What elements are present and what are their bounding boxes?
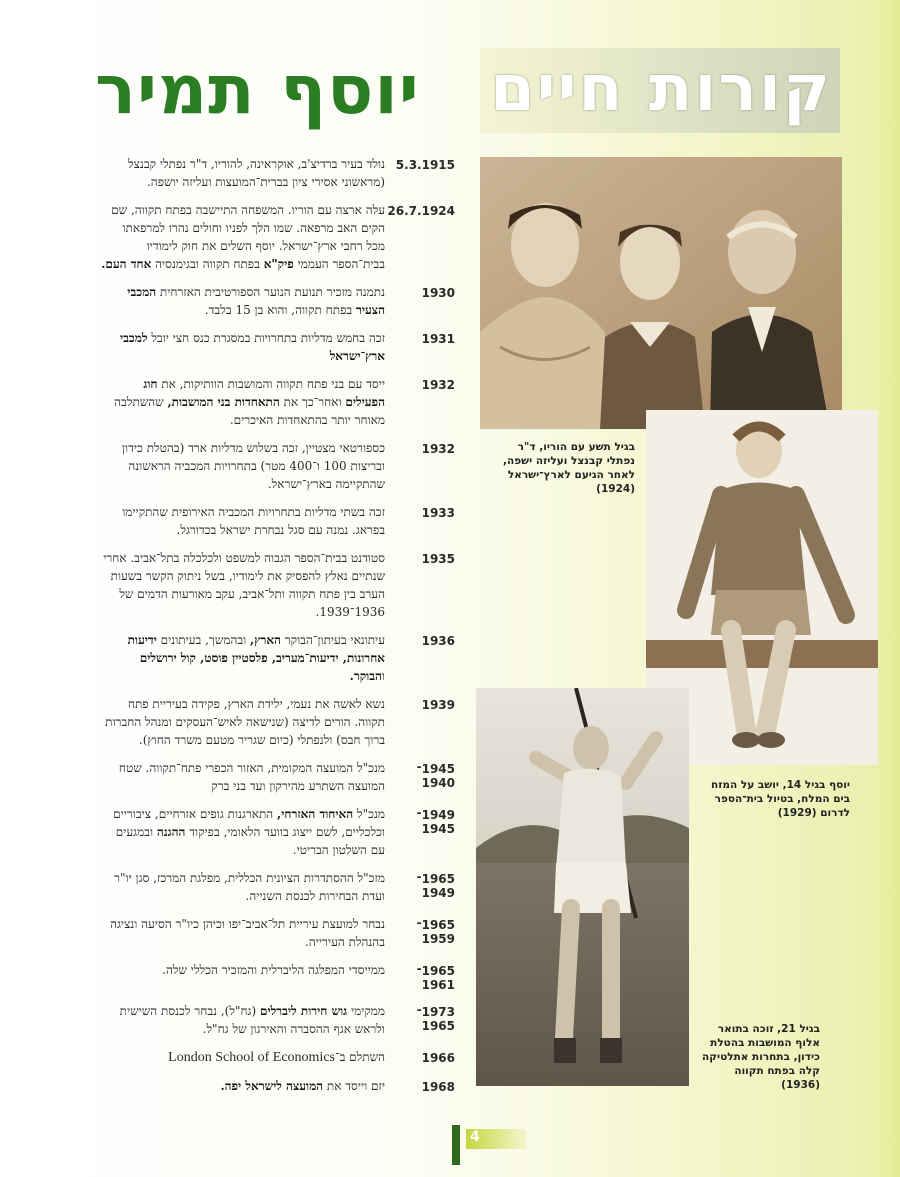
timeline-date: 1973־1965 [416, 1005, 455, 1033]
timeline-text-segment: נתמנה מזכיר תנועת הנוער הספורטיבית האזרחית [156, 285, 385, 299]
timeline-text-segment: מנכ"ל [353, 807, 385, 821]
timeline-date: 1931 [421, 332, 455, 346]
timeline-text-bold: ההגנה [156, 825, 186, 839]
timeline-date: 1966 [421, 1051, 455, 1065]
timeline-text-segment: ו [381, 669, 385, 683]
timeline-entry [95, 329, 455, 365]
timeline-text [95, 1048, 385, 1067]
timeline-text-segment: עלה ארצה עם הוריו. המשפחה התיישבה בפתח תקווה, שם הקים האב מרפאה. שמו הלך לפניו וחולים נהרו למרפאתו מכל רחבי ארץ־ישראל. יוסף השלים את חוק לימודיו בבית־הספר העממי [111, 203, 385, 271]
timeline-text-segment: שהשתלבה מאוחר יותר בהתאחדות האיכרים. [114, 395, 385, 427]
timeline-text-segment: סטודנט בבית־הספר הגבוה למשפט ולכלכלה בתל־אביב. אחרי שנתיים נאלץ להפסיק את לימודיו, בשל ניתוק הקשר בשעות הערב בין פתח תקווה ותל־אביב, עקב מאורעות הדמים של 1936־1939. [103, 551, 385, 619]
timeline-entry [95, 759, 455, 795]
timeline-text-bold: גוש חירות ליברלים [260, 1004, 348, 1018]
timeline-date: 1968 [421, 1080, 455, 1094]
timeline-text [95, 631, 385, 685]
timeline-entry [95, 961, 455, 992]
timeline-text [95, 283, 385, 319]
timeline-text-bold: הארץ, [250, 633, 281, 647]
timeline-text-segment: זכה בשתי מדליות בתחרויות המכביה האירופית שהתקיימו בפראג. נמנה עם סגל נבחרת ישראל בכדורגל. [122, 505, 385, 537]
timeline-entry [95, 631, 455, 685]
boy-pier-photo-caption: יוסף בגיל 14, יושב על המזח בים המלח, בטיול בית־הספר לדרום (1929) [711, 779, 850, 819]
timeline-text-bold: חוג הפעילים [143, 377, 385, 409]
title-faded-text: קורות חיים [490, 52, 832, 126]
timeline-text-bold: האיחוד האזרחי, [277, 807, 354, 821]
timeline-entry [95, 549, 455, 621]
timeline-text [95, 329, 385, 365]
timeline-date: 1936 [421, 634, 455, 648]
family-photo-caption: בגיל תשע עם הוריו, ד"ר נפתלי קבנצל ועליזה ישפה, לאחר הגיעם לארץ־ישראל (1924) [503, 441, 635, 495]
timeline-entry [95, 1048, 455, 1067]
timeline-date: 1965־1959 [416, 918, 455, 946]
timeline-date: 26.7.1924 [387, 204, 455, 218]
timeline-text-bold: המועצה לישראל יפה. [220, 1079, 324, 1093]
timeline-entry [95, 439, 455, 493]
athlete-photo [476, 688, 689, 1086]
page-number-block [452, 1125, 502, 1165]
timeline-text-bold: ידיעות אחרונות, ידיעות־מעריב, פלסטיין פוסט, קול ירושלים [127, 633, 385, 665]
timeline-date: 1932 [421, 442, 455, 456]
timeline-entry [95, 1077, 455, 1095]
timeline-text [95, 759, 385, 795]
timeline-text-bold: פיק"א [263, 257, 294, 271]
timeline-entry [95, 1002, 455, 1038]
timeline-text-segment: נולד בעיר ברדיצ'ב, אוקראינה, להוריו, ד"ר נפתלי קבנצל (מראשוני אסירי ציון בברית־המועצות ועליזה יושפה. [128, 157, 385, 189]
timeline-text [95, 869, 385, 905]
timeline-text-segment: ממייסדי המפלגה הליברלית והמזכיר הכללי שלה. [162, 963, 385, 977]
timeline-entry [95, 695, 455, 749]
timeline-text [95, 201, 385, 273]
timeline-date: 1935 [421, 552, 455, 566]
timeline-date: 1933 [421, 506, 455, 520]
timeline-text-segment: השתלם ב־ [334, 1050, 385, 1064]
timeline-text-segment: (גח"ל), נבחר לכנסת השישית ולראש אגף ההסברה והאירגון של גח"ל. [119, 1004, 385, 1036]
timeline-text-segment: מנכ"ל המועצה המקומית, האזור הכפרי פתח־תקווה. שטח המועצה השתרע מהירקון ועד בני ברק [118, 761, 385, 793]
timeline-text [95, 915, 385, 951]
timeline-date: 5.3.1915 [395, 158, 455, 172]
page-number-bar [452, 1125, 460, 1165]
timeline-entry [95, 915, 455, 951]
timeline-text-segment: בפתח תקווה, והוא בן 15 בלבד. [204, 303, 356, 317]
timeline-text-segment: London School of Economics [168, 1050, 335, 1065]
timeline-date: 1965־1949 [416, 872, 455, 900]
title-person-name: יוסף תמיר [95, 51, 420, 130]
timeline-text-segment: ואחר־כך את [279, 395, 346, 409]
timeline-text-bold: הבוקר. [349, 669, 382, 683]
timeline-date: 1945־1940 [416, 762, 455, 790]
timeline-date: 1949־1945 [416, 808, 455, 836]
timeline-date: 1932 [421, 378, 455, 392]
timeline-text-segment: נשא לאשה את נעמי, ילידת הארץ, פקידה בעיריית פתח תקווה. הורים לדיצה (שנישאה לאיש־העסקים ומנהל החברות ברוך חבס) ולנפתלי (כיום שגריר מטעם משרד החוץ). [105, 697, 385, 747]
timeline-entry [95, 375, 455, 429]
timeline-text [95, 1077, 385, 1095]
family-photo [480, 157, 842, 429]
timeline-text [95, 155, 385, 191]
timeline-text-segment: ובהמשך, בעיתונים [156, 633, 251, 647]
athlete-photo-caption: בגיל 21, זוכה בתואר אלוף המושבות בהטלת כידון, בתחרות אתלטיקה קלה בפתח תקווה (1936) [702, 1023, 820, 1091]
timeline-text-segment: כספורטאי מצטיין, זכה בשלוש מדליות ארד (בהטלת כידון ובריצות 100 ו־400 מטר) בתחרויות המכביה הראשונה שהתקיימה בארץ־ישראל. [122, 441, 385, 491]
timeline-text-segment: מזכ"ל ההסתדרות הציונית הכללית, מפלגת המרכז, סגן יו"ר ועדת הבחירות לכנסת השנייה. [114, 871, 385, 903]
timeline-text-segment: יזם וייסד את [323, 1079, 385, 1093]
timeline-text [95, 439, 385, 493]
timeline-text-segment: ייסד עם בני פתח תקווה והמושבות הוותיקות, את [157, 377, 385, 391]
timeline-text-bold: אחד העם. [101, 257, 152, 271]
timeline-text-segment: ממקימי [347, 1004, 385, 1018]
timeline-entry [95, 201, 455, 273]
timeline-text [95, 961, 385, 992]
timeline-text-bold: המכבי הצעיר [127, 285, 385, 317]
timeline-entry [95, 283, 455, 319]
page-title [95, 48, 840, 133]
timeline-entry [95, 805, 455, 859]
timeline-text-segment: בפתח תקווה ובגימנסיה [151, 257, 264, 271]
page-number: 4 [470, 1129, 480, 1145]
timeline-date: 1965־1961 [416, 964, 455, 992]
timeline-entry [95, 869, 455, 905]
timeline-text [95, 1002, 385, 1038]
timeline-date: 1930 [421, 286, 455, 300]
timeline-text-bold: התאחדות בני המושבות, [167, 395, 280, 409]
timeline-text [95, 695, 385, 749]
timeline-text [95, 375, 385, 429]
timeline-text [95, 805, 385, 859]
timeline-entry [95, 155, 455, 191]
title-faded-block [480, 48, 840, 133]
timeline-text-segment: התארגנות גופים אזרחיים, ציבוריים וכלכליים, לשם ייצוג בוועד הלאומי, בפיקוד [113, 807, 385, 839]
timeline-date: 1939 [421, 698, 455, 712]
timeline-text [95, 503, 385, 539]
biography-timeline [95, 155, 455, 1105]
timeline-text-segment: עיתונאי בעיתון־הבוקר [280, 633, 385, 647]
timeline-text-bold: למכבי ארץ־ישראל [119, 331, 385, 363]
timeline-text-segment: נבחר למועצת עיריית תל־אביב־יפו וכיהן כיו"ר הסיעה ונציגה בהנהלת העירייה. [110, 917, 385, 949]
timeline-entry [95, 503, 455, 539]
timeline-text [95, 549, 385, 621]
timeline-text-segment: זכה בחמש מדליות בתחרויות במסגרת כנס חצי יובל [147, 331, 385, 345]
timeline-text-segment: ובמגעים עם השלטון הבריטי. [115, 825, 385, 857]
